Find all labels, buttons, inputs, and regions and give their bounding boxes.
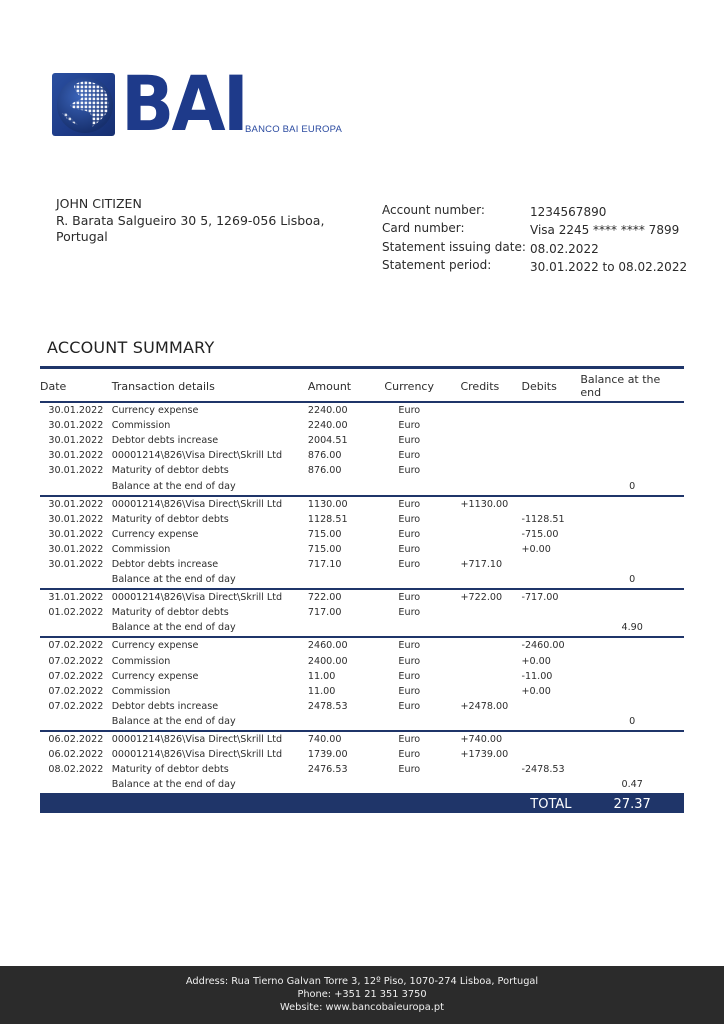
cell-details: 00001214\826\Visa Direct\Skrill Ltd [111, 749, 283, 761]
cell-currency: Euro [398, 640, 421, 652]
footer-phone: Phone: +351 21 351 3750 [297, 989, 427, 1000]
cell-date: 30.01.2022 [48, 420, 104, 432]
cell-date: 30.01.2022 [48, 513, 104, 525]
card-number-label: Card number: [382, 221, 465, 236]
cell-credit [460, 714, 521, 731]
account-number-row [382, 202, 687, 220]
cell-details: 00001214\826\Visa Direct\Skrill Ltd [111, 450, 283, 462]
table-header [40, 368, 684, 403]
cell-date: 30.01.2022 [48, 558, 104, 570]
cell-credit [460, 777, 521, 794]
balance-row [40, 478, 684, 495]
cell-currency: Euro [398, 498, 421, 510]
table-row [40, 699, 684, 714]
cell-currency [384, 777, 460, 794]
cell-currency: Euro [398, 420, 421, 432]
total-label: TOTAL [521, 794, 580, 813]
table-row [40, 684, 684, 699]
cell-details: Commission [111, 685, 171, 697]
cell-date [40, 478, 112, 495]
cell-details: Debtor debts increase [111, 435, 219, 447]
logo-wordmark: BAI [121, 59, 247, 148]
footer-address: Address: Rua Tierno Galvan Torre 3, 12º Piso, 1070-274 Lisboa, Portugal [185, 976, 539, 987]
cell-credit [460, 542, 521, 557]
cell-currency: Euro [398, 435, 421, 447]
cell-date [40, 777, 112, 794]
cell-credit: +1130.00 [460, 498, 509, 510]
table-row [40, 527, 684, 542]
customer-name: JOHN CITIZEN [56, 196, 142, 211]
cell-details: Commission [111, 420, 171, 432]
card-number-value: Visa 2245 **** **** 7899 [530, 223, 680, 238]
statement-period-row [382, 257, 687, 275]
cell-debit [521, 714, 580, 731]
cell-amount: 11.00 [307, 670, 336, 682]
cell-credit [460, 654, 521, 669]
balance-label: Balance at the end of day [111, 715, 236, 727]
table-row [40, 512, 684, 527]
cell-date: 07.02.2022 [48, 685, 104, 697]
cell-date: 07.02.2022 [48, 670, 104, 682]
cell-details: 00001214\826\Visa Direct\Skrill Ltd [111, 592, 283, 604]
cell-details: 00001214\826\Visa Direct\Skrill Ltd [111, 734, 283, 746]
balance-value: 4.90 [621, 622, 643, 634]
cell-balance [580, 512, 684, 527]
account-info [382, 202, 687, 275]
cell-amount: 2240.00 [307, 420, 348, 432]
balance-value: 0 [629, 715, 636, 727]
table-row [40, 542, 684, 557]
column-header-amount: Amount [307, 379, 352, 393]
card-number-row [382, 220, 687, 238]
statement-period-value: 30.01.2022 to 08.02.2022 [530, 259, 688, 274]
cell-currency: Euro [398, 592, 421, 604]
cell-debit [521, 557, 580, 572]
cell-credit [460, 669, 521, 684]
cell-debit: +0.00 [521, 685, 551, 697]
bank-subtitle: BANCO BAI EUROPA [245, 124, 342, 135]
cell-details: Commission [111, 655, 171, 667]
footer [0, 966, 724, 1024]
cell-debit: -11.00 [521, 670, 553, 682]
cell-amount: 717.10 [307, 558, 342, 570]
cell-amount: 715.00 [307, 528, 342, 540]
table-row [40, 605, 684, 620]
total-spacer [40, 794, 521, 813]
cell-debit [521, 777, 580, 794]
cell-currency: Euro [398, 749, 421, 761]
table-row [40, 448, 684, 463]
cell-amount: 2460.00 [307, 640, 348, 652]
balance-label: Balance at the end of day [111, 779, 236, 791]
cell-credit [460, 418, 521, 433]
cell-currency [384, 478, 460, 495]
cell-details: 00001214\826\Visa Direct\Skrill Ltd [111, 498, 283, 510]
customer-address-line1: R. Barata Salgueiro 30 5, 1269-056 Lisboa, [56, 212, 325, 228]
cell-amount: 1739.00 [307, 749, 348, 761]
cell-debit [521, 572, 580, 589]
cell-debit [521, 402, 580, 418]
cell-date: 08.02.2022 [48, 764, 104, 776]
column-header-currency: Currency [384, 379, 434, 393]
cell-balance [580, 669, 684, 684]
transactions-table [40, 366, 684, 813]
cell-amount: 717.00 [307, 607, 342, 619]
cell-credit [460, 402, 521, 418]
issuing-date-value: 08.02.2022 [530, 241, 599, 256]
total-row [40, 794, 684, 813]
cell-currency: Euro [398, 685, 421, 697]
cell-currency: Euro [398, 670, 421, 682]
cell-balance [580, 433, 684, 448]
cell-details: Debtor debts increase [111, 558, 219, 570]
cell-amount: 2004.51 [307, 435, 348, 447]
column-header-debits: Debits [521, 379, 557, 393]
cell-details: Maturity of debtor debts [111, 465, 229, 477]
balance-row [40, 620, 684, 637]
total-value: 27.37 [580, 794, 684, 813]
cell-debit: +0.00 [521, 655, 551, 667]
table-row [40, 418, 684, 433]
cell-balance [580, 684, 684, 699]
table-row [40, 731, 684, 747]
cell-amount [308, 572, 385, 589]
column-header-credits: Credits [460, 379, 500, 393]
cell-balance [580, 699, 684, 714]
cell-balance [580, 542, 684, 557]
cell-debit [521, 620, 580, 637]
cell-details: Commission [111, 543, 171, 555]
cell-amount [308, 478, 385, 495]
cell-credit [460, 572, 521, 589]
cell-balance [580, 402, 684, 418]
cell-balance [580, 463, 684, 478]
cell-date: 30.01.2022 [48, 543, 104, 555]
cell-debit [521, 433, 580, 448]
account-number-label: Account number: [382, 203, 485, 217]
cell-balance [580, 605, 684, 620]
cell-debit: -2460.00 [521, 640, 565, 652]
table-row [40, 589, 684, 605]
cell-currency: Euro [398, 558, 421, 570]
table-row [40, 669, 684, 684]
cell-currency: Euro [398, 700, 421, 712]
cell-date: 30.01.2022 [48, 498, 104, 510]
cell-details: Currency expense [111, 528, 199, 540]
cell-amount [308, 714, 385, 731]
cell-date [40, 572, 112, 589]
cell-details: Maturity of debtor debts [111, 607, 229, 619]
cell-details: Currency expense [111, 670, 199, 682]
statement-period-label: Statement period: [382, 257, 492, 272]
cell-details: Maturity of debtor debts [111, 764, 229, 776]
customer-address-line2: Portugal [56, 229, 108, 244]
cell-currency: Euro [398, 465, 421, 477]
account-number-value: 1234567890 [530, 205, 607, 219]
cell-balance [580, 654, 684, 669]
balance-label: Balance at the end of day [111, 622, 236, 634]
cell-amount: 1130.00 [307, 498, 348, 510]
cell-currency: Euro [398, 764, 421, 776]
cell-currency [384, 620, 460, 637]
bank-logo [52, 59, 257, 148]
cell-currency [384, 714, 460, 731]
balance-value: 0.47 [621, 779, 643, 791]
cell-details: Currency expense [111, 640, 199, 652]
cell-currency: Euro [398, 528, 421, 540]
cell-debit [521, 418, 580, 433]
customer-block [56, 196, 324, 246]
issuing-date-label: Statement issuing date: [382, 239, 526, 254]
cell-credit [460, 463, 521, 478]
section-title: ACCOUNT SUMMARY [47, 338, 215, 357]
column-header-date: Date [40, 379, 67, 393]
cell-credit [460, 605, 521, 620]
table-row [40, 557, 684, 572]
cell-debit [521, 605, 580, 620]
cell-credit [460, 433, 521, 448]
cell-amount [308, 620, 385, 637]
table-row [40, 762, 684, 777]
cell-credit [460, 527, 521, 542]
cell-date: 07.02.2022 [48, 700, 104, 712]
cell-credit [460, 684, 521, 699]
cell-date: 30.01.2022 [48, 405, 104, 417]
cell-date: 07.02.2022 [48, 655, 104, 667]
cell-credit: +1739.00 [460, 749, 509, 761]
cell-details: Maturity of debtor debts [111, 513, 229, 525]
cell-amount: 2400.00 [307, 655, 348, 667]
cell-debit [521, 478, 580, 495]
table-row [40, 496, 684, 512]
cell-balance [580, 448, 684, 463]
globe-icon [52, 73, 115, 136]
cell-debit [521, 448, 580, 463]
cell-date: 30.01.2022 [48, 528, 104, 540]
cell-date: 30.01.2022 [48, 465, 104, 477]
cell-balance [580, 637, 684, 653]
cell-debit: -1128.51 [521, 513, 565, 525]
cell-currency: Euro [398, 607, 421, 619]
balance-row [40, 714, 684, 731]
cell-date: 01.02.2022 [48, 607, 104, 619]
cell-debit: -717.00 [521, 592, 559, 604]
cell-balance [580, 747, 684, 762]
cell-credit: +717.10 [460, 558, 503, 570]
cell-date [40, 714, 112, 731]
cell-debit [521, 747, 580, 762]
table-row [40, 433, 684, 448]
cell-credit: +2478.00 [460, 700, 509, 712]
cell-amount: 715.00 [307, 543, 342, 555]
cell-amount: 740.00 [307, 734, 342, 746]
cell-balance [580, 557, 684, 572]
table-row [40, 654, 684, 669]
balance-row [40, 572, 684, 589]
cell-debit: +0.00 [521, 543, 551, 555]
cell-currency: Euro [398, 655, 421, 667]
cell-currency: Euro [398, 513, 421, 525]
cell-date: 06.02.2022 [48, 734, 104, 746]
cell-credit [460, 762, 521, 777]
cell-details: Debtor debts increase [111, 700, 219, 712]
cell-credit: +740.00 [460, 734, 503, 746]
cell-amount: 2478.53 [307, 700, 348, 712]
cell-debit [521, 496, 580, 512]
column-header-balance: Balance at the end [580, 373, 661, 399]
cell-balance [580, 527, 684, 542]
balance-value: 0 [629, 574, 636, 586]
cell-credit [460, 620, 521, 637]
cell-amount [308, 777, 385, 794]
cell-debit: -2478.53 [521, 764, 565, 776]
cell-currency: Euro [398, 450, 421, 462]
cell-date: 30.01.2022 [48, 450, 104, 462]
cell-amount: 722.00 [307, 592, 342, 604]
cell-details: Currency expense [111, 405, 199, 417]
cell-credit [460, 637, 521, 653]
balance-label: Balance at the end of day [111, 480, 236, 492]
column-header-details: Transaction details [111, 379, 215, 393]
cell-amount: 1128.51 [307, 513, 348, 525]
cell-currency: Euro [398, 734, 421, 746]
cell-debit: -715.00 [521, 528, 559, 540]
footer-website: Website: www.bancobaieuropa.pt [280, 1002, 444, 1013]
cell-credit [460, 448, 521, 463]
cell-amount: 2240.00 [307, 405, 348, 417]
cell-amount: 11.00 [307, 685, 336, 697]
cell-balance [580, 496, 684, 512]
cell-balance [580, 762, 684, 777]
table-row [40, 637, 684, 653]
balance-value: 0 [629, 480, 636, 492]
cell-debit [521, 463, 580, 478]
cell-amount: 876.00 [307, 450, 342, 462]
issuing-date-row [382, 239, 687, 257]
table-row [40, 463, 684, 478]
table-row [40, 747, 684, 762]
balance-row [40, 777, 684, 794]
cell-currency: Euro [398, 405, 421, 417]
table-body [40, 402, 684, 813]
cell-date: 06.02.2022 [48, 749, 104, 761]
cell-debit [521, 731, 580, 747]
cell-amount: 2476.53 [307, 764, 348, 776]
cell-balance [580, 589, 684, 605]
cell-date: 31.01.2022 [48, 592, 104, 604]
cell-credit: +722.00 [460, 592, 503, 604]
cell-currency [384, 572, 460, 589]
table-row [40, 402, 684, 418]
cell-balance [580, 731, 684, 747]
cell-date [40, 620, 112, 637]
cell-currency: Euro [398, 543, 421, 555]
cell-debit [521, 699, 580, 714]
cell-date: 07.02.2022 [48, 640, 104, 652]
cell-amount: 876.00 [307, 465, 342, 477]
cell-credit [460, 512, 521, 527]
cell-credit [460, 478, 521, 495]
balance-label: Balance at the end of day [111, 574, 236, 586]
cell-balance [580, 418, 684, 433]
cell-date: 30.01.2022 [48, 435, 104, 447]
